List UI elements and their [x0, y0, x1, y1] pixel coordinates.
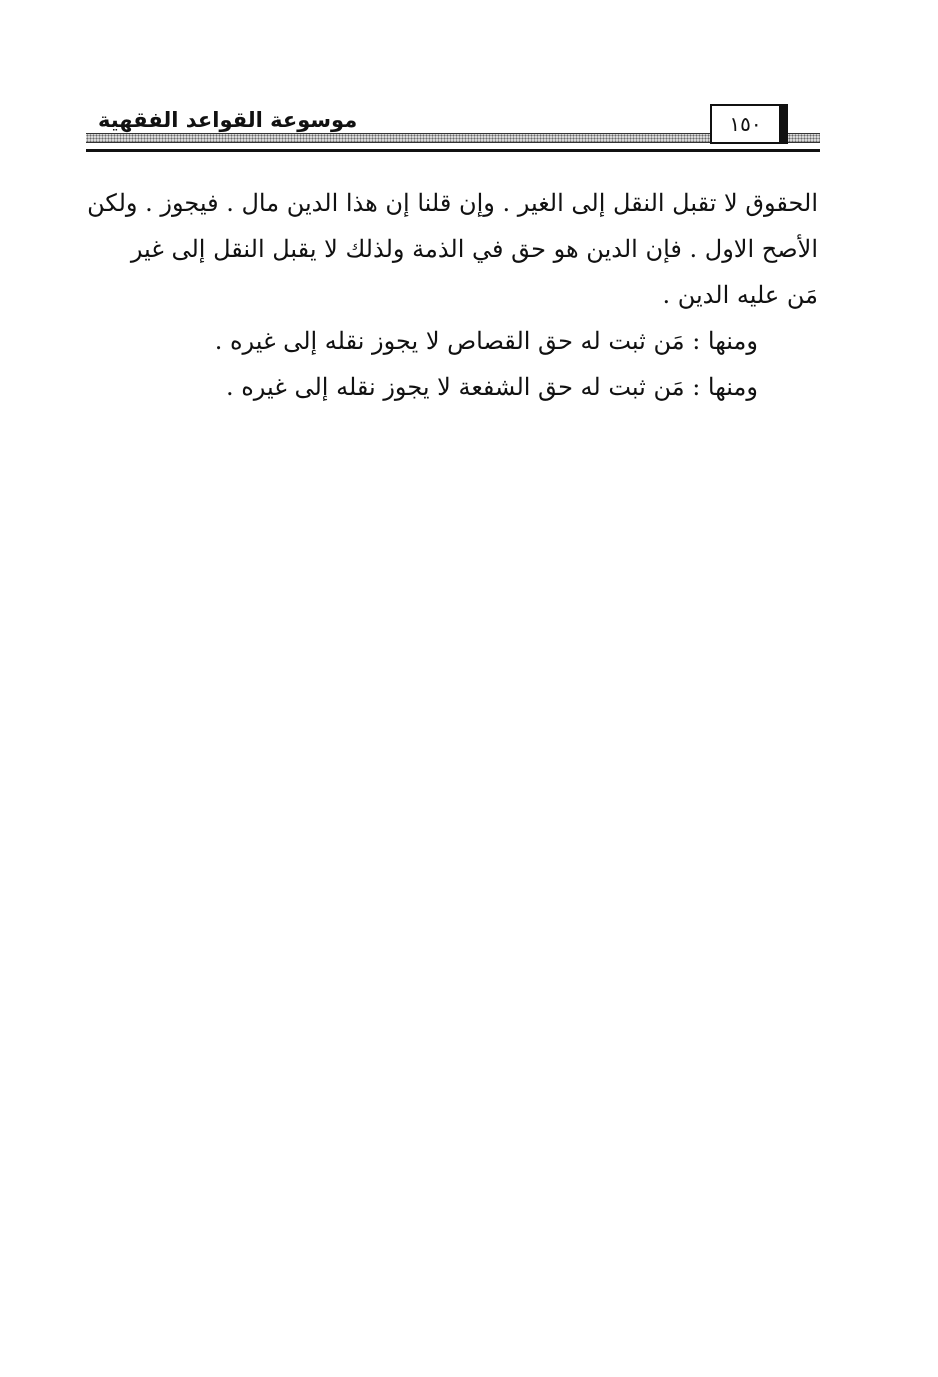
paragraph	[80, 180, 818, 318]
paragraph-line: مَن عليه الدين .	[662, 281, 818, 309]
list-item: ومنها : مَن ثبت له حق القصاص لا يجوز نقله إلى غيره .	[214, 327, 758, 355]
list-item: ومنها : مَن ثبت له حق الشفعة لا يجوز نقله إلى غيره .	[225, 373, 758, 401]
page-number: ١٥٠	[710, 104, 788, 144]
running-header	[86, 100, 820, 160]
book-title: موسوعة القواعد الفقهية	[98, 108, 358, 132]
body-text	[80, 180, 818, 410]
paragraph-line: الحقوق لا تقبل النقل إلى الغير . وإن قلنا إن هذا الدين مال . فيجوز . ولكن	[87, 189, 818, 217]
paragraph-line: الأصح الاول . فإن الدين هو حق في الذمة ولذلك لا يقبل النقل إلى غير	[130, 235, 818, 263]
header-rule	[86, 149, 820, 152]
